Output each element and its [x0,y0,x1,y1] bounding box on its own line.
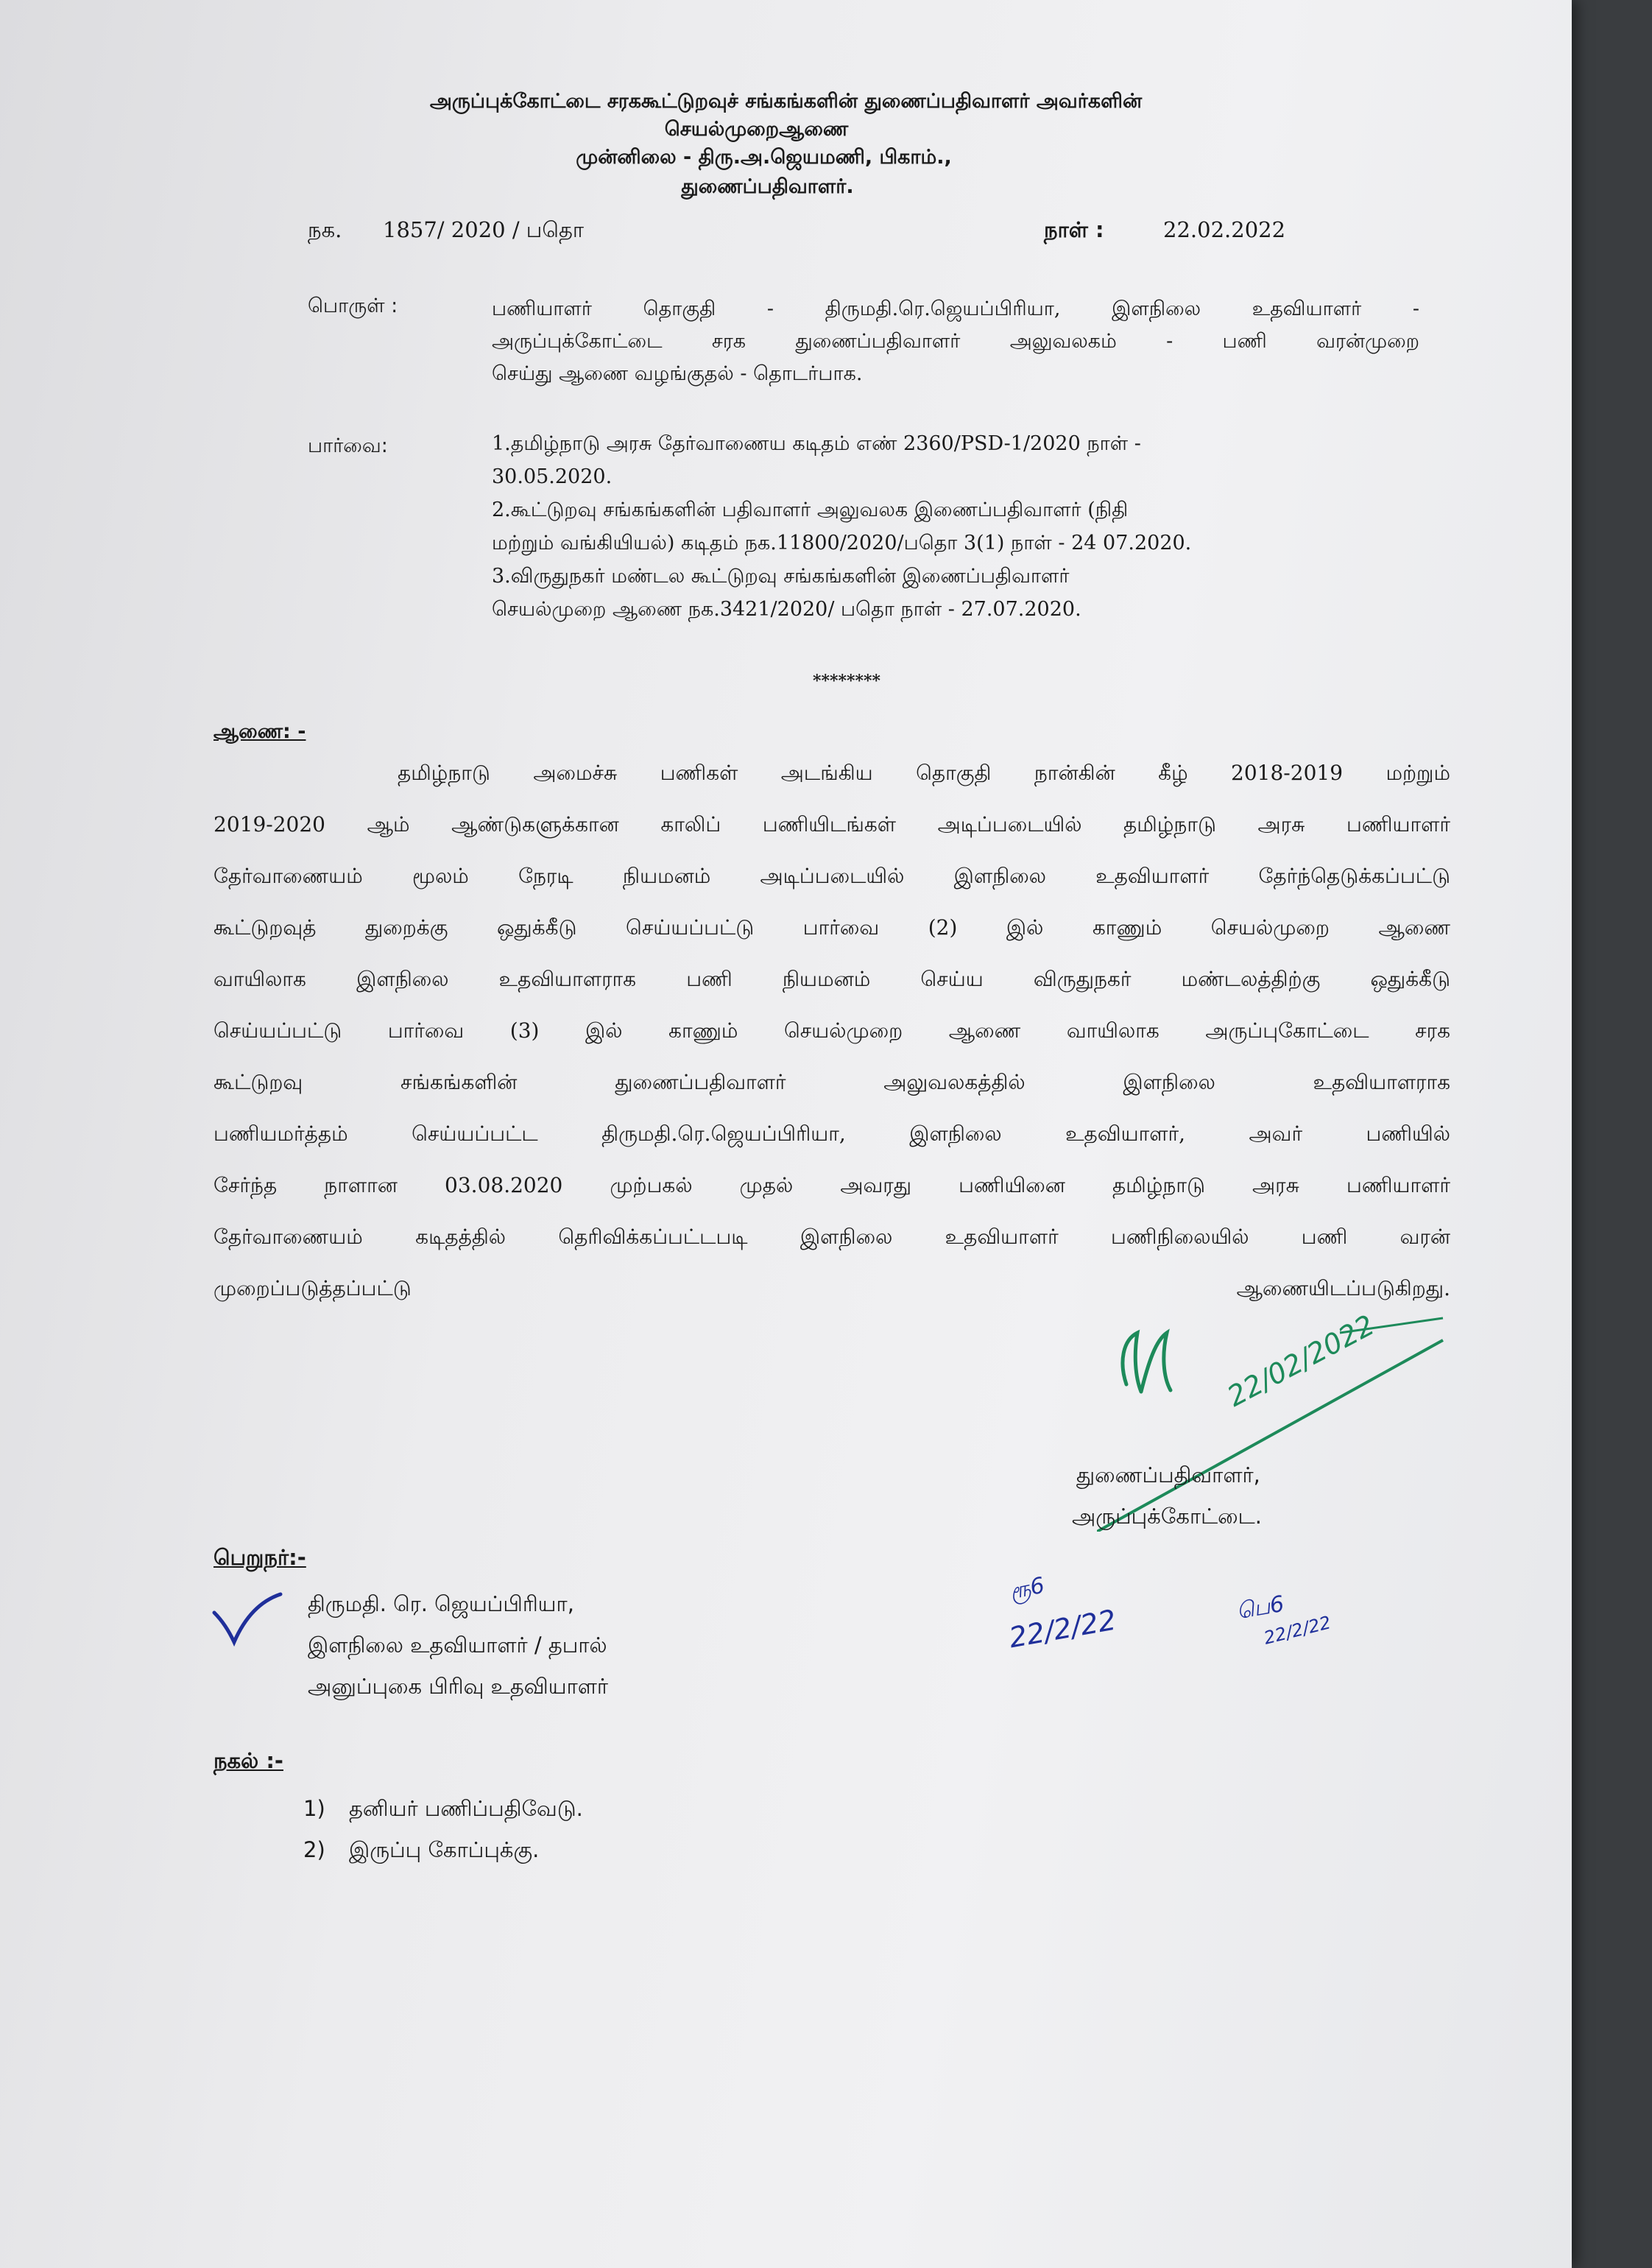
date-label: நாள் : [1044,217,1104,242]
header-line-2: செயல்முறைஆணை [664,118,849,141]
copy-item: 1) தனியர் பணிப்பதிவேடு. [303,1796,583,1821]
handwritten-note-2: பெ6 [1235,1591,1286,1625]
order-label: ஆணை: - [213,720,306,743]
header-line-1: அருப்புக்கோட்டை சரககூட்டுறவுச் சங்கங்களின் துணைப்பதிவாளர் அவர்களின் [429,90,1143,113]
order-line: தேர்வாணையம் மூலம் நேரடி நியமனம் அடிப்படையில் இளநிலை உதவியாளர் தேர்ந்தெடுக்கப்பட்டு [213,864,1450,888]
reference-line: 3.விருதுநகர் மண்டல கூட்டுறவு சங்கங்களின் இணைப்பதிவாளர் [492,565,1070,588]
signature-mark [1097,1311,1450,1532]
recipient-line: திருமதி. ரெ. ஜெயப்பிரியா, [308,1591,574,1616]
subject-text [492,293,1419,390]
handwritten-note-1: ரூ6 [1007,1572,1047,1605]
order-line: வாயிலாக இளநிலை உதவியாளராக பணி நியமனம் செய்ய விருதுநகர் மண்டலத்திற்கு ஒதுக்கீடு [213,967,1450,991]
order-line: முறைப்படுத்தப்பட்டு ஆணையிடப்படுகிறது. [213,1276,1450,1300]
subject-line: பணியாளர் தொகுதி - திருமதி.ரெ.ஜெயப்பிரியா, இளநிலை உதவியாளர் - [492,297,1419,320]
subject-label: பொருள் : [308,295,398,317]
reference-line: 1.தமிழ்நாடு அரசு தேர்வாணைய கடிதம் எண் 2360/PSD-1/2020 நாள் - [492,432,1141,455]
order-line: தமிழ்நாடு அமைச்சு பணிகள் அடங்கிய தொகுதி நான்கின் கீழ் 2018-2019 மற்றும் [398,761,1450,785]
copy-label: நகல் :- [213,1748,283,1773]
order-line: 2019-2020 ஆம் ஆண்டுகளுக்கான காலிப் பணியிடங்கள் அடிப்படையில் தமிழ்நாடு அரசு பணியாளர் [213,812,1450,837]
order-date: 22.02.2022 [1163,217,1286,242]
copy-list [303,1788,583,1870]
references-label: பார்வை: [308,434,388,457]
order-line: கூட்டுறவு சங்கங்களின் துணைப்பதிவாளர் அலுவலகத்தில் இளநிலை உதவியாளராக [213,1070,1450,1094]
reference-line: செயல்முறை ஆணை நக.3421/2020/ பதொ நாள் - 27.07.2020. [492,598,1081,621]
recipient-address [308,1583,608,1707]
handwritten-note-1-date: 22/2/22 [1006,1603,1119,1655]
copy-item: 2) இருப்பு கோப்புக்கு. [303,1837,540,1862]
references-list [492,427,1434,626]
subject-line: அருப்புக்கோட்டை சரக துணைப்பதிவாளர் அலுவலகம் - பணி வரன்முறை [492,330,1419,353]
reference-line: 30.05.2020. [492,465,613,488]
order-line: செய்யப்பட்டு பார்வை (3) இல் காணும் செயல்முறை ஆணை வாயிலாக அருப்புகோட்டை சரக [213,1018,1450,1043]
recipient-label: பெறுநர்:- [213,1545,306,1570]
reference-line: மற்றும் வங்கியியல்) கடிதம் நக.11800/2020/பதொ 3(1) நாள் - 24 07.2020. [492,532,1192,554]
signatory-place: அருப்புக்கோட்டை. [1072,1504,1262,1529]
tick-mark-icon [211,1591,284,1649]
separator: ******** [812,672,881,691]
handwritten-note-2-date: 22/2/22 [1261,1612,1333,1649]
recipient-line: அனுப்புகை பிரிவு உதவியாளர் [308,1674,609,1699]
ref-label: நக. [308,217,342,242]
recipient-line: இளநிலை உதவியாளர் / தபால் [308,1633,607,1658]
ref-number: 1857/ 2020 / பதொ [383,217,584,242]
order-body [213,757,1450,1305]
signatory-title: துணைப்பதிவாளர், [1076,1462,1260,1487]
header-line-4: துணைப்பதிவாளர். [681,175,854,198]
subject-line: செய்து ஆணை வழங்குதல் - தொடர்பாக. [492,362,863,385]
order-line: தேர்வாணையம் கடிதத்தில் தெரிவிக்கப்பட்டபடி இளநிலை உதவியாளர் பணிநிலையில் பணி வரன் [213,1225,1450,1249]
order-line: சேர்ந்த நாளான 03.08.2020 முற்பகல் முதல் அவரது பணியினை தமிழ்நாடு அரசு பணியாளர் [213,1173,1450,1197]
order-line: பணியமர்த்தம் செய்யப்பட்ட திருமதி.ரெ.ஜெயப்பிரியா, இளநிலை உதவியாளர், அவர் பணியில் [213,1121,1450,1146]
header-line-3: முன்னிலை - திரு.அ.ஜெயமணி, பிகாம்., [576,146,952,169]
reference-line: 2.கூட்டுறவு சங்கங்களின் பதிவாளர் அலுவலக இணைப்பதிவாளர் (நிதி [492,499,1129,521]
order-line: கூட்டுறவுத் துறைக்கு ஒதுக்கீடு செய்யப்பட்டு பார்வை (2) இல் காணும் செயல்முறை ஆணை [213,915,1451,940]
signature-date: 22/02/2022 [1222,1309,1380,1413]
